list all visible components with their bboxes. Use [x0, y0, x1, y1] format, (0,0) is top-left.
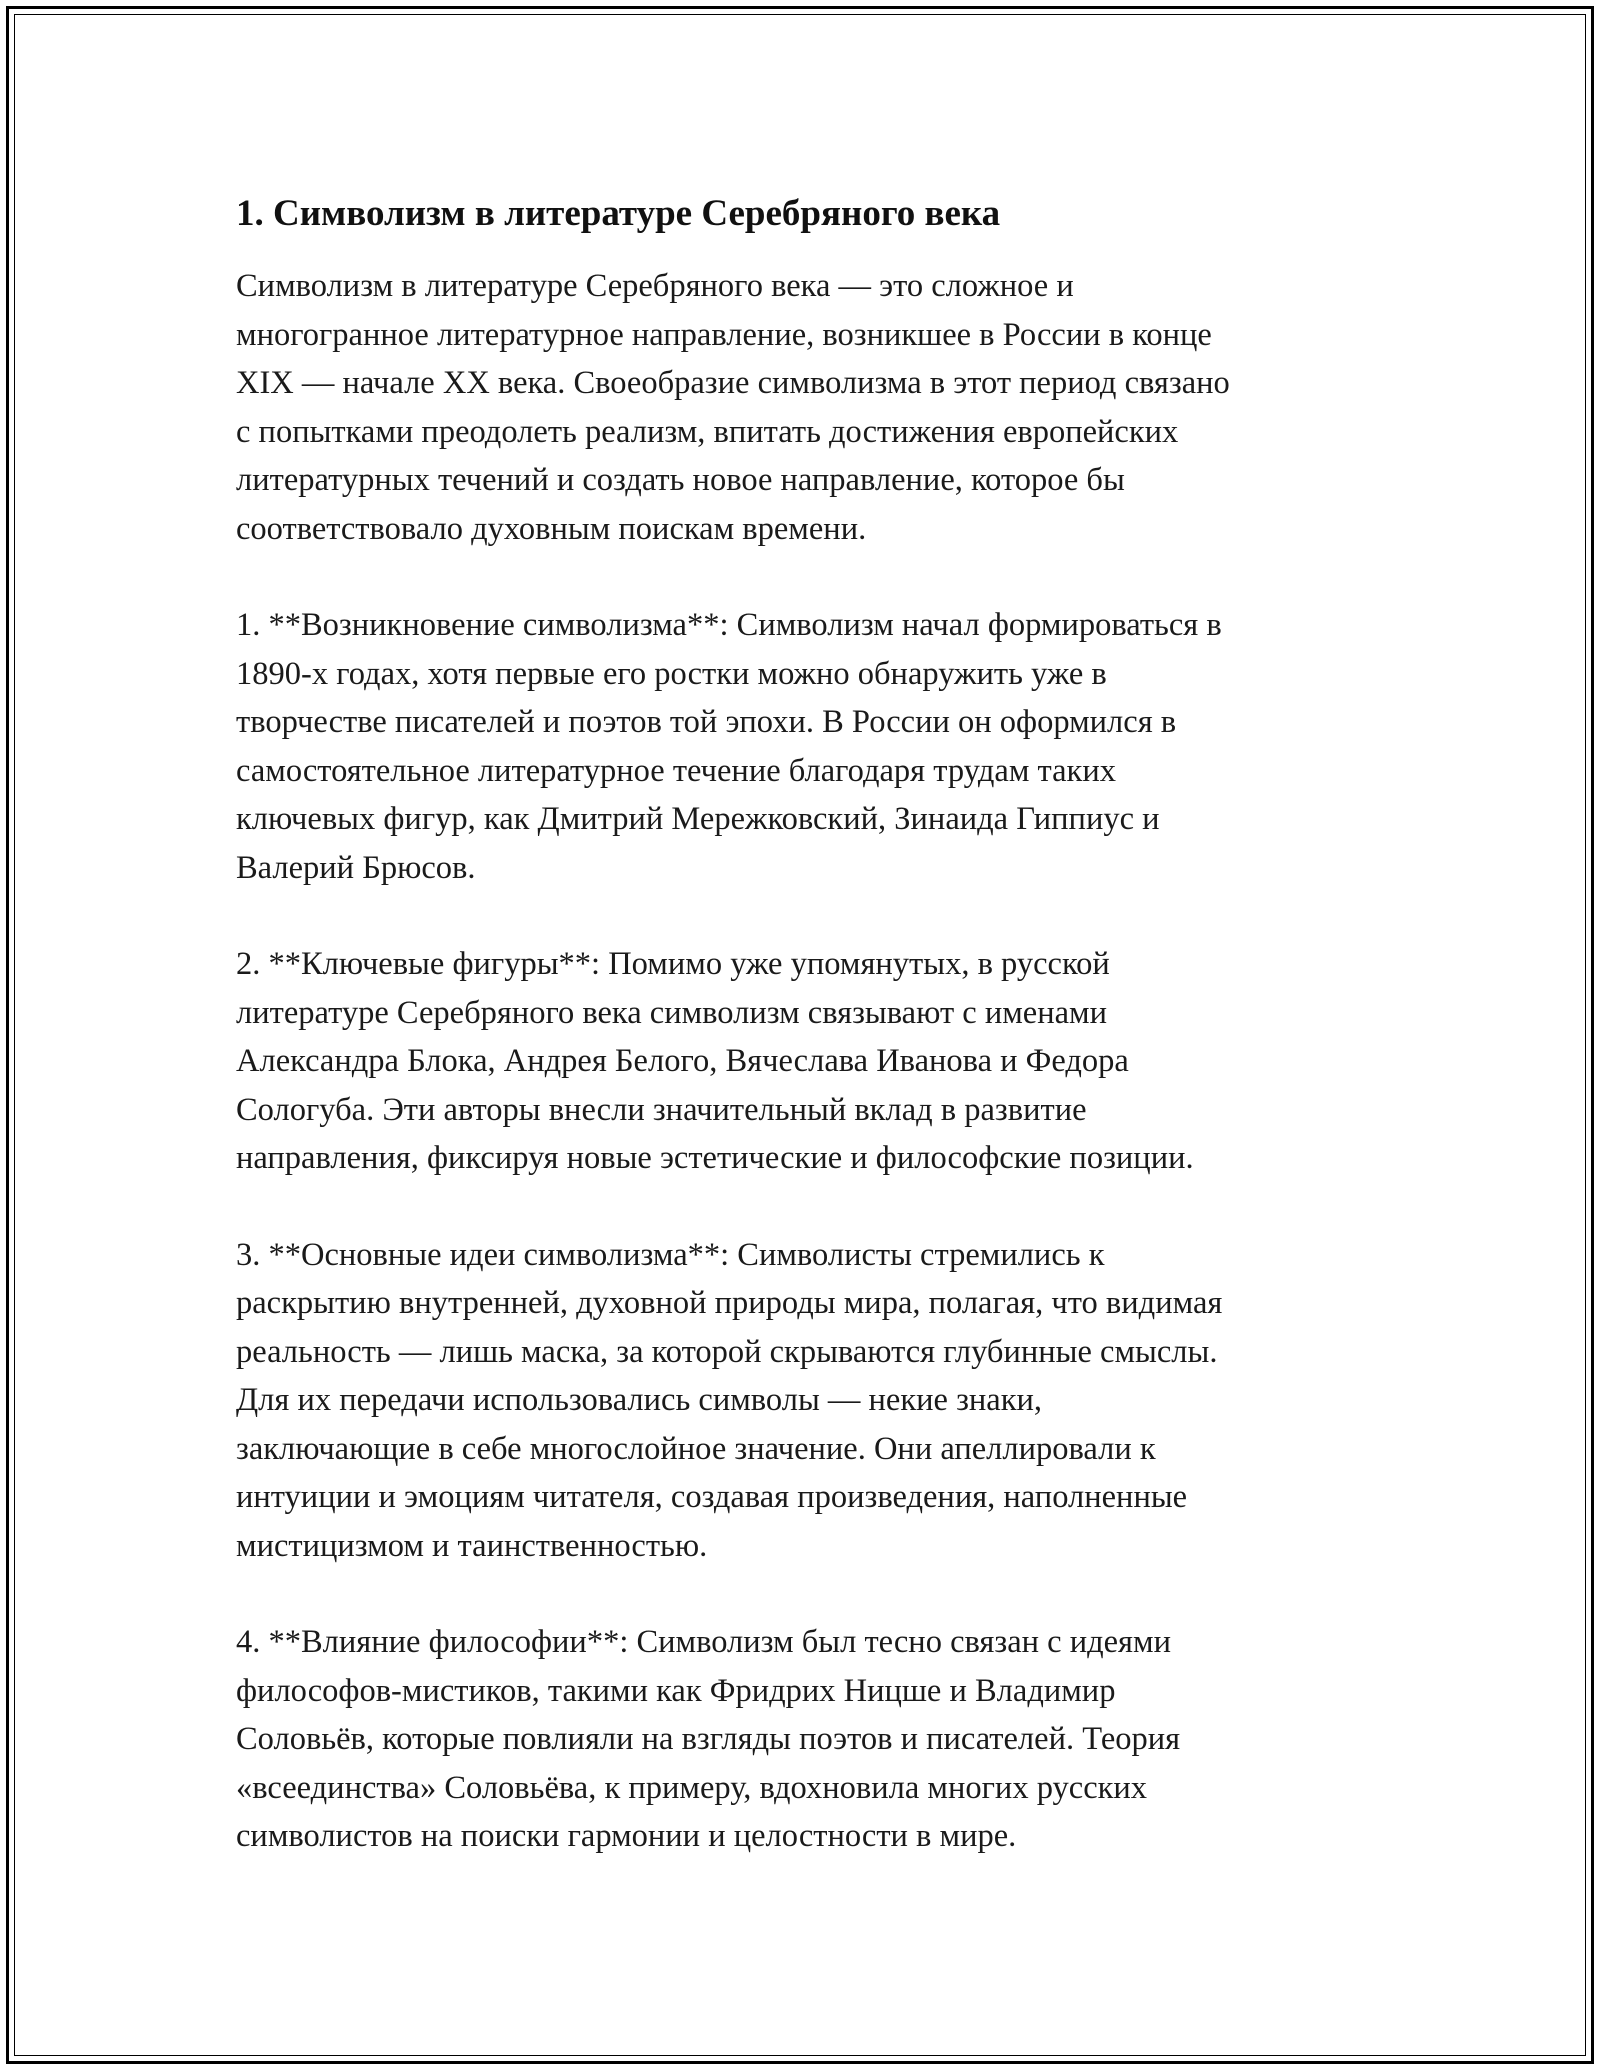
paragraph-philosophy: 4. **Влияние философии**: Символизм был тесно связан с идеями философов-мистиков, такими как Фридрих Ницше и Владимир Соловьёв, которые повлияли на взгляды поэтов и писателей. Теория «всеединства» Соловьёва, к примеру, вдохновила многих русских символистов на поиски гармонии и целостности в мире. [236, 1624, 1181, 1854]
document-body [236, 186, 1376, 1909]
intro-paragraph: Символизм в литературе Серебряного века — это сложное и многогранное литературное направление, возникшее в России в конце XIX — начале XX века. Своеобразие символизма в этот период связано с попытками преодолеть реализм, впитать достижения европейских литературных течений и создать новое направление, которое бы соответствовало духовным поискам времени. [236, 268, 1230, 547]
paragraph-origin: 1. **Возникновение символизма**: Символизм начал формироваться в 1890-х годах, хотя первые его ростки можно обнаружить уже в творчестве писателей и поэтов той эпохи. В России он оформился в самостоятельное литературное течение благодаря трудам таких ключевых фигур, как Дмитрий Мережковский, Зинаида Гиппиус и Валерий Брюсов. [236, 607, 1222, 886]
section-heading: 1. Символизм в литературе Серебряного века [236, 193, 1001, 234]
paragraph-key-figures: 2. **Ключевые фигуры**: Помимо уже упомянутых, в русской литературе Серебряного века символизм связывают с именами Александра Блока, Андрея Белого, Вячеслава Иванова и Федора Сологуба. Эти авторы внесли значительный вклад в развитие направления, фиксируя новые эстетические и философские позиции. [236, 946, 1194, 1176]
paragraph-main-ideas: 3. **Основные идеи символизма**: Символисты стремились к раскрытию внутренней, духовной природы мира, полагая, что видимая реальность — лишь маска, за которой скрываются глубинные смыслы. Для их передачи использовались символы — некие знаки, заключающие в себе многослойное значение. Они апеллировали к интуиции и эмоциям читателя, создавая произведения, наполненные мистицизмом и таинственностью. [236, 1236, 1223, 1564]
